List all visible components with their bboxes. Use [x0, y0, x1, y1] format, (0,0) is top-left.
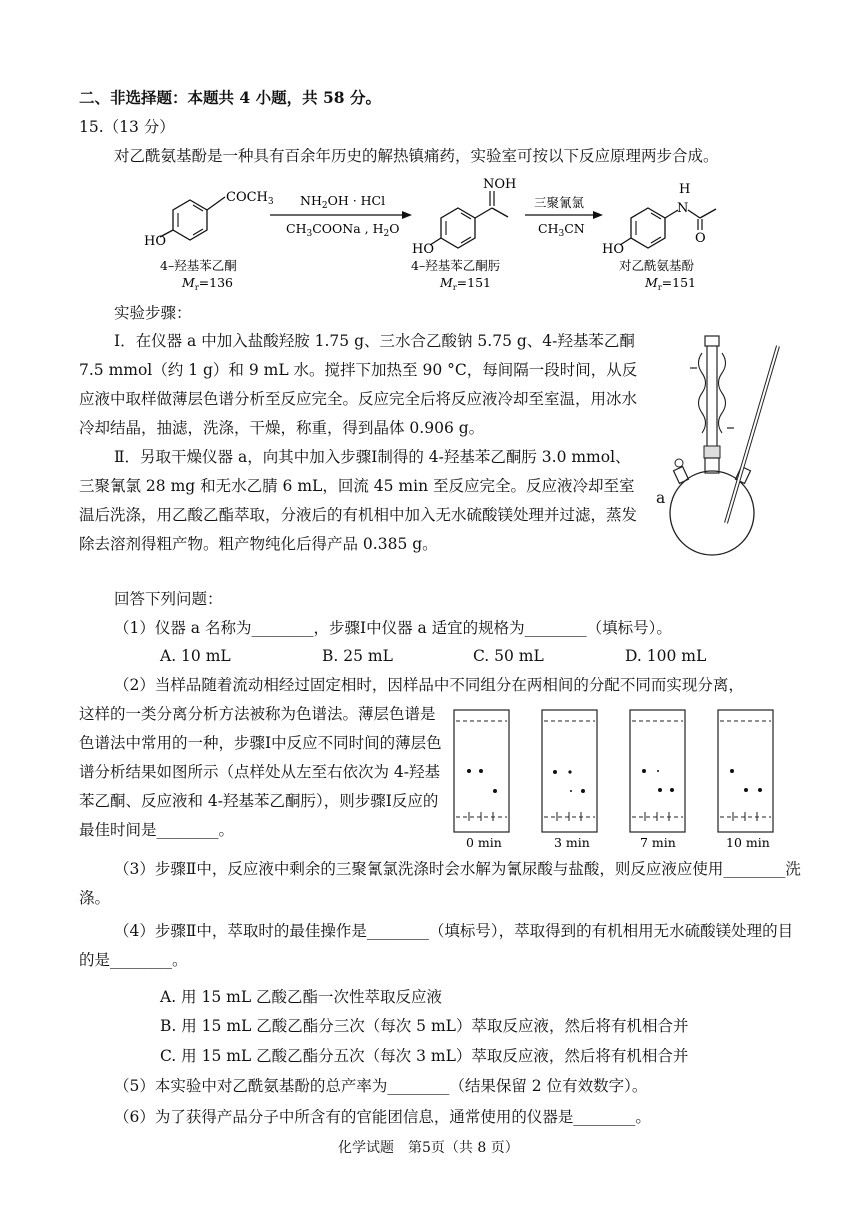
answer-prompt: 回答下列问题：	[114, 590, 223, 608]
sm-name: 4–羟基苯乙酮	[160, 258, 237, 273]
step-1-text: Ⅰ．在仪器 a 中加入盐酸羟胺 1.75 g、三水合乙酸钠 5.75 g、4-羟基苯乙酮 7.5 mmol（约 1 g）和 9 mL 水。搅拌下加热至 90 °C，每间隔一段时间，从反应液中取样做薄层色谱分析至反应完全。反应完全后将反应液冷却至室温，用冰水冷却结晶，抽滤，洗涤，干燥，称重，得到晶体 0.906 g。	[79, 332, 638, 437]
question-3: （3）步骤Ⅱ中，反应液中剩余的三聚氰氯洗涤时会水解为氰尿酸与盐酸，则反应液应使用________洗涤。	[79, 860, 801, 907]
svg-text:N: N	[677, 201, 689, 216]
step1-reagent-bottom: $CH_3COONa$ , $H_2O$	[286, 221, 400, 239]
tlc-plate-0min	[454, 710, 509, 832]
q1-option-c: C. 50 mL	[473, 647, 544, 665]
q4-option-b: B. 用 15 mL 乙酸乙酯分三次（每次 5 mL）萃取反应液，然后将有机相合并	[160, 1017, 689, 1035]
tlc-time-10: 10 min	[726, 835, 770, 850]
question-2-line1: （2）当样品随着流动相经过固定相时，因样品中不同组分在两相间的分配不同而实现分离，	[114, 676, 744, 694]
svg-text:HO: HO	[602, 242, 624, 257]
tlc-time-3: 3 min	[554, 835, 590, 850]
svg-text:NOH: NOH	[483, 177, 517, 192]
reaction-scheme-svg	[140, 175, 730, 295]
sm-mr: $M_r=136$	[182, 275, 233, 292]
tlc-time-7: 7 min	[640, 835, 676, 850]
arrow-head-1	[402, 211, 412, 219]
question-6: （6）为了获得产品分子中所含有的官能团信息，通常使用的仪器是________。	[114, 1108, 651, 1126]
q4-option-c: C. 用 15 mL 乙酸乙酯分五次（每次 3 mL）萃取反应液，然后将有机相合并	[160, 1047, 689, 1065]
q1-option-a: A. 10 mL	[160, 647, 231, 665]
question-4: （4）步骤Ⅱ中，萃取时的最佳操作是________（填标号），萃取得到的有机相用无水硫酸镁处理的目的是________。	[79, 922, 794, 969]
tlc-time-0: 0 min	[466, 835, 502, 850]
reaction-scheme	[140, 175, 730, 295]
tlc-svg	[450, 705, 780, 855]
svg-text:HO: HO	[144, 234, 166, 249]
step1-reagent-top: $NH_2OH$ · HCl	[300, 193, 386, 211]
svg-text:O: O	[695, 231, 706, 246]
question-number: 15.（13 分）	[79, 118, 175, 136]
svg-text:COCH3: $COCH_3$	[226, 190, 274, 207]
steps-heading: 实验步骤：	[114, 304, 192, 322]
step-2-text: Ⅱ．另取干燥仪器 a，向其中加入步骤Ⅰ制得的 4-羟基苯乙酮肟 3.0 mmol、三聚氰氯 28 mg 和无水乙腈 6 mL，回流 45 min 至反应完全。反应液冷却至室温后洗涤，用乙酸乙酯萃取，分液后的有机相中加入无水硫酸镁处理并过滤，蒸发除去溶剂得粗产物。粗产物纯化后得产品 0.385 g。	[79, 448, 638, 553]
tlc-plate-10min	[718, 710, 773, 832]
inter-name: 4–羟基苯乙酮肟	[411, 258, 501, 273]
molecule-paracetamol	[602, 182, 716, 257]
q1-option-b: B. 25 mL	[322, 647, 393, 665]
inter-mr: $M_r=151$	[440, 275, 491, 292]
step2-reagent-top: 三聚氰氯	[534, 195, 585, 210]
question-2-text: 这样的一类分离分析方法被称为色谱法。薄层色谱是色谱法中常用的一种，步骤Ⅰ中反应不同时间的薄层色谱分析结果如图所示（点样处从左至右依次为 4-羟基苯乙酮、反应液和 4-羟基苯乙酮肟），则步骤Ⅰ反应的最佳时间是________。	[79, 705, 442, 839]
molecule-4-hydroxyacetophenone	[144, 190, 274, 249]
product-mr: $M_r=151$	[645, 275, 696, 292]
apparatus-svg	[650, 328, 790, 558]
molecule-oxime	[412, 177, 516, 257]
apparatus-label: a	[656, 489, 666, 507]
q4-option-a: A. 用 15 mL 乙酸乙酯一次性萃取反应液	[160, 988, 443, 1006]
tlc-plate-3min	[542, 710, 597, 832]
intro-text: 对乙酰氨基酚是一种具有百余年历史的解热镇痛药，实验室可按以下反应原理两步合成。	[114, 147, 719, 165]
svg-text:HO: HO	[412, 242, 434, 257]
section-heading: 二、非选择题：本题共 4 小题，共 58 分。	[79, 88, 381, 107]
question-5: （5）本实验中对乙酰氨基酚的总产率为________（结果保留 2 位有效数字）。	[114, 1077, 648, 1095]
arrow-head-2	[593, 211, 603, 219]
q1-option-d: D. 100 mL	[625, 647, 707, 665]
page-footer: 化学试题 第5页（共 8 页）	[338, 1140, 519, 1156]
question-1: （1）仪器 a 名称为________，步骤Ⅰ中仪器 a 适宜的规格为________（填标号）。	[114, 619, 672, 637]
apparatus-figure	[650, 328, 790, 558]
step2-reagent-bottom: $CH_3CN$	[538, 221, 585, 239]
tlc-plate-7min	[630, 710, 685, 832]
product-name: 对乙酰氨基酚	[619, 258, 695, 273]
tlc-figure	[450, 705, 780, 855]
svg-text:H: H	[679, 182, 691, 197]
